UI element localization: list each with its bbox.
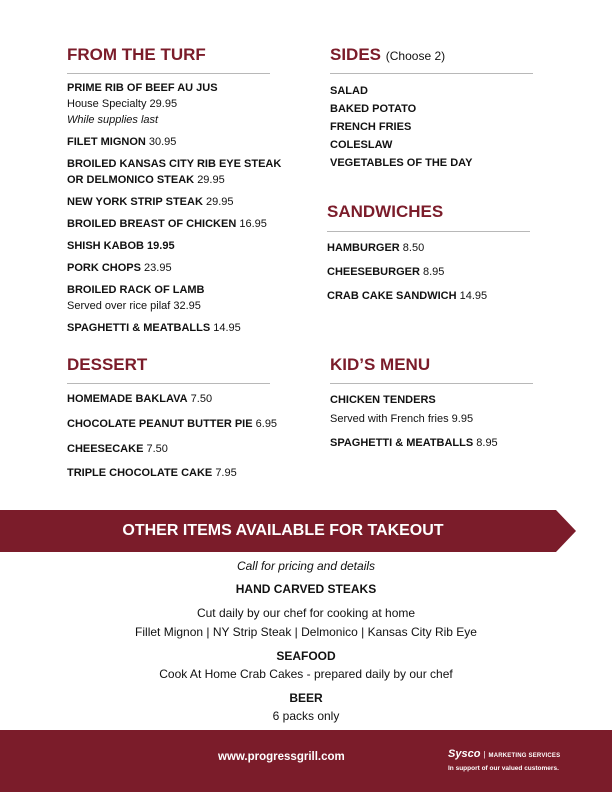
beer-heading: BEER <box>289 691 323 705</box>
steaks-list: Fillet Mignon | NY Strip Steak | Delmonico | Kansas City Rib Eye <box>135 625 477 639</box>
menu-item-hamburger: HAMBURGER 8.50 <box>327 242 425 254</box>
menu-item-pork-chops: PORK CHOPS 23.95 <box>67 262 172 274</box>
menu-item-shish-kabob: SHISH KABOB 19.95 <box>67 240 175 252</box>
seafood-description: Cook At Home Crab Cakes - prepared daily by our chef <box>159 667 453 681</box>
side-item: SALAD <box>330 85 368 97</box>
sides-divider <box>330 73 533 74</box>
kids-divider <box>330 383 533 384</box>
menu-item-chicken: BROILED BREAST OF CHICKEN 16.95 <box>67 218 267 230</box>
menu-item-ny-strip: NEW YORK STRIP STEAK 29.95 <box>67 196 234 208</box>
takeout-banner <box>0 510 576 552</box>
beer-description: 6 packs only <box>272 709 340 723</box>
side-item: VEGETABLES OF THE DAY <box>330 157 473 169</box>
sysco-separator: | <box>483 750 486 759</box>
marketing-services-label: MARKETING SERVICES <box>488 753 561 759</box>
sides-title: SIDES (Choose 2) <box>330 45 446 64</box>
side-item: FRENCH FRIES <box>330 121 412 133</box>
menu-item-crab-cake-sandwich: CRAB CAKE SANDWICH 14.95 <box>327 290 488 302</box>
chicken-tenders-description: Served with French fries 9.95 <box>330 413 474 425</box>
turf-divider <box>67 73 270 74</box>
menu-item-triple-chocolate-cake: TRIPLE CHOCOLATE CAKE 7.95 <box>67 467 237 479</box>
turf-title: FROM THE TURF <box>67 45 206 64</box>
menu-item-cheesecake: CHEESECAKE 7.50 <box>67 443 168 455</box>
footer-bar <box>0 730 612 792</box>
side-item: BAKED POTATO <box>330 103 417 115</box>
kids-menu-title: KID’S MENU <box>330 355 431 374</box>
menu-item-cheeseburger: CHEESEBURGER 8.95 <box>327 266 445 278</box>
prime-rib-description: House Specialty 29.95 <box>67 98 178 110</box>
menu-item-rack-of-lamb: BROILED RACK OF LAMB <box>67 284 205 296</box>
menu-item-spaghetti: SPAGHETTI & MEATBALLS 14.95 <box>67 322 241 334</box>
dessert-divider <box>67 383 270 384</box>
side-item: COLESLAW <box>330 139 393 151</box>
lamb-description: Served over rice pilaf 32.95 <box>67 300 201 312</box>
menu-item-chicken-tenders: CHICKEN TENDERS <box>330 394 436 406</box>
prime-rib-note: While supplies last <box>67 114 159 126</box>
takeout-call-note: Call for pricing and details <box>236 559 376 573</box>
menu-item-kc-ribeye: BROILED KANSAS CITY RIB EYE STEAK <box>67 158 282 170</box>
sandwiches-divider <box>327 231 530 232</box>
menu-item-kids-spaghetti: SPAGHETTI & MEATBALLS 8.95 <box>330 437 498 449</box>
sysco-logo: Sysco <box>448 748 481 760</box>
steaks-description: Cut daily by our chef for cooking at home <box>196 606 416 620</box>
menu-item-kc-ribeye-line2: OR DELMONICO STEAK 29.95 <box>67 174 225 186</box>
sandwiches-title: SANDWICHES <box>327 202 444 221</box>
menu-item-baklava: HOMEMADE BAKLAVA 7.50 <box>67 393 213 405</box>
steaks-heading: HAND CARVED STEAKS <box>235 582 377 596</box>
menu-item-filet-mignon: FILET MIGNON 30.95 <box>67 136 177 148</box>
dessert-title: DESSERT <box>67 355 148 374</box>
sysco-tagline: In support of our valued customers. <box>448 765 559 772</box>
menu-item-pb-pie: CHOCOLATE PEANUT BUTTER PIE 6.95 <box>67 418 278 430</box>
menu-item-prime-rib: PRIME RIB OF BEEF AU JUS <box>67 82 218 94</box>
takeout-banner-text: OTHER ITEMS AVAILABLE FOR TAKEOUT <box>122 522 444 539</box>
seafood-heading: SEAFOOD <box>276 649 336 663</box>
website-link[interactable]: www.progressgrill.com <box>218 751 345 763</box>
sides-subtitle: (Choose 2) <box>385 49 446 63</box>
sysco-branding <box>448 744 560 772</box>
